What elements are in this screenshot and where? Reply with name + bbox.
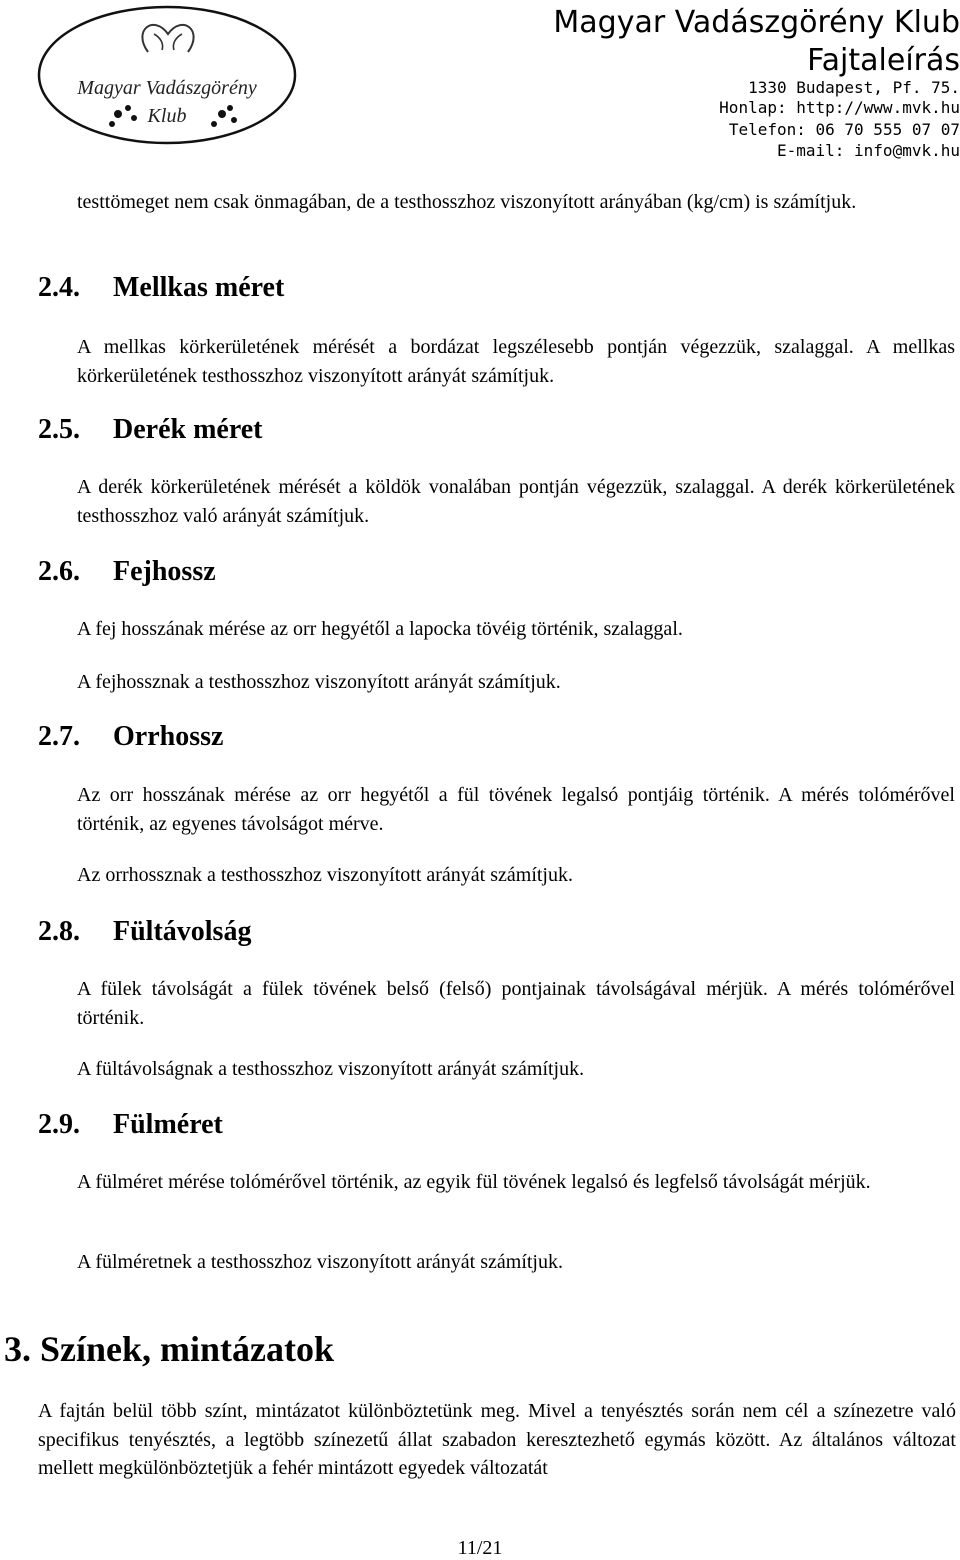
paw-print-icon-right (211, 105, 237, 127)
section-2-4-paragraph: A mellkas körkerületének mérését a bordázat legszélesebb pontján végezzük, szalaggal. A mellkas körkerületének testhosszhoz viszonyított arányát számítjuk. (77, 336, 955, 387)
section-number: 2.9. (38, 1109, 80, 1140)
logo-text-line2: Klub (147, 105, 187, 127)
club-logo (36, 4, 298, 146)
club-address: 1330 Budapest, Pf. 75. (748, 78, 960, 97)
section-heading-2-5 (38, 413, 263, 447)
section-2-9-paragraph-2: A fülméretnek a testhosszhoz viszonyított arányát számítjuk. (77, 1251, 563, 1273)
club-email[interactable]: E-mail: info@mvk.hu (776, 141, 960, 160)
club-phone: Telefon: 06 70 555 07 07 (728, 120, 960, 139)
section-2-5-paragraph: A derék körkerületének mérését a köldök vonalában pontján végezzük, szalaggal. A derék körkerületének testhosszhoz való arányát számítjuk. (77, 476, 955, 527)
section-title: Orrhossz (113, 721, 224, 752)
section-number: 2.8. (38, 916, 80, 947)
paw-print-icon-left (109, 105, 137, 127)
section-title: Mellkas méret (113, 272, 285, 303)
section-number: 2.6. (38, 556, 80, 587)
logo-text-line1: Magyar Vadászgörény (77, 77, 257, 99)
section-heading-2-4 (38, 271, 284, 305)
section-2-7-paragraph-2: Az orrhossznak a testhosszhoz viszonyított arányát számítjuk. (77, 864, 573, 886)
club-name: Magyar Vadászgörény Klub (553, 5, 960, 40)
section-number: 2.7. (38, 721, 80, 752)
section-title: Színek, mintázatok (40, 1329, 335, 1369)
section-title: Fülméret (113, 1109, 223, 1140)
section-heading-3 (4, 1327, 334, 1371)
intro-paragraph: testtömeget nem csak önmagában, de a testhosszhoz viszonyított arányában (kg/cm) is számítjuk. (77, 191, 857, 213)
section-title: Fejhossz (113, 556, 216, 587)
club-website[interactable]: Honlap: http://www.mvk.hu (719, 98, 960, 117)
section-heading-2-8 (38, 915, 251, 949)
section-number: 2.5. (38, 414, 80, 445)
document-type: Fajtaleírás (807, 43, 960, 78)
section-number: 3. (4, 1329, 31, 1369)
section-heading-2-6 (38, 555, 216, 589)
section-2-8-paragraph-2: A fültávolságnak a testhosszhoz viszonyított arányát számítjuk. (77, 1058, 585, 1080)
section-2-7-paragraph-1: Az orr hosszának mérése az orr hegyétől a fül tövének legalsó pontjáig történik. A mérés tolómérővel történik, az egyenes távolságot mérve. (77, 784, 955, 835)
page-number: 11/21 (457, 1537, 503, 1559)
section-heading-2-7 (38, 720, 223, 754)
section-number: 2.4. (38, 272, 80, 303)
section-2-6-paragraph-1: A fej hosszának mérése az orr hegyétől a lapocka tövéig történik, szalaggal. (77, 618, 683, 640)
section-3-paragraph: A fajtán belül több színt, mintázatot különböztetünk meg. Mivel a tenyésztés során nem cél a színezetre való specifikus tenyésztés, a legtöbb színezetű állat szabadon keresztezhető egymás között. Az általános változat mellett megkülönböztetjük a fehér mintázott egyedek változatát (38, 1400, 956, 1479)
section-2-8-paragraph-1: A fülek távolságát a fülek tövének belső (felső) pontjainak távolságával mérjük. A mérés tolómérővel történik. (77, 978, 955, 1029)
section-title: Derék méret (113, 414, 263, 445)
section-2-6-paragraph-2: A fejhossznak a testhosszhoz viszonyított arányát számítjuk. (77, 671, 561, 693)
section-2-9-paragraph-1: A fülméret mérése tolómérővel történik, az egyik fül tövének legalsó és legfelső távolságát mérjük. (77, 1171, 871, 1193)
section-heading-2-9 (38, 1108, 223, 1142)
section-title: Fültávolság (113, 916, 252, 947)
